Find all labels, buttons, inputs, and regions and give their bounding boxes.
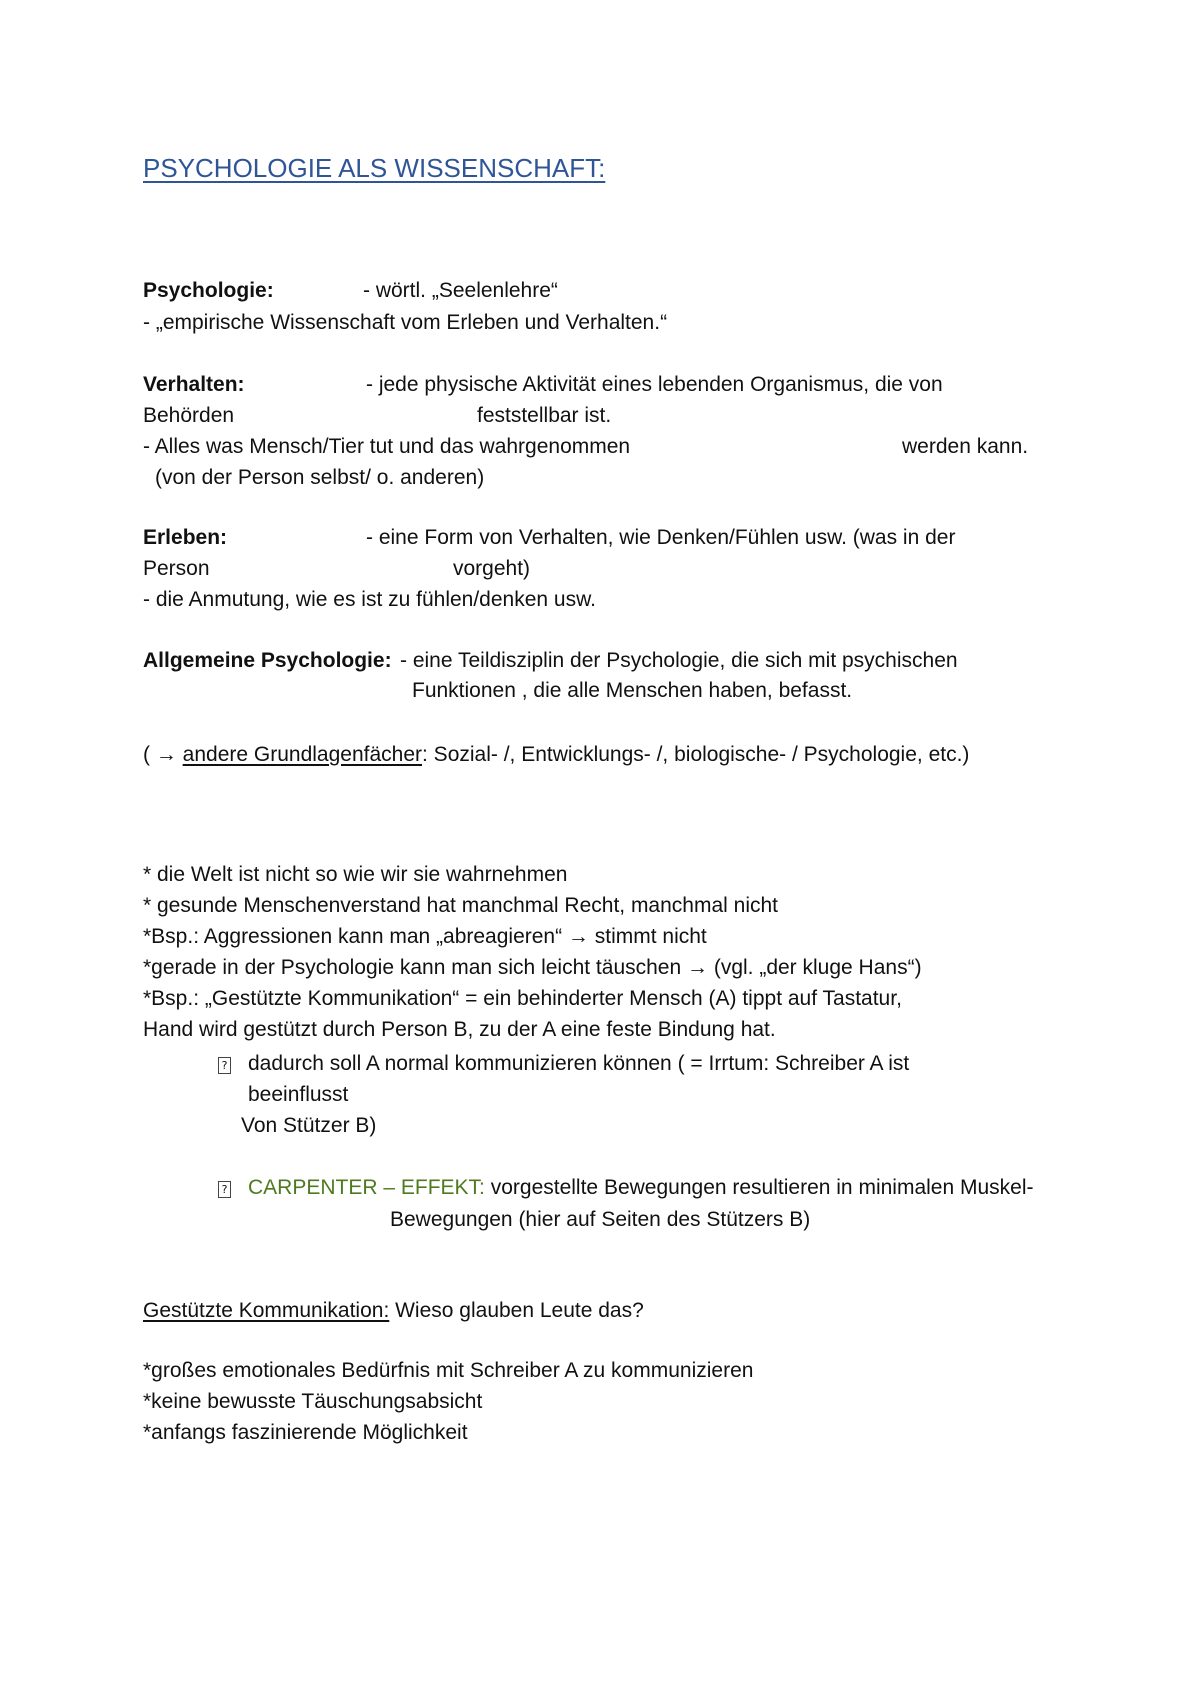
verhalten-def1a: - jede physische Aktivität eines lebenden Organismus, die von [366, 373, 943, 396]
verhalten-def2-right: werden kann. [902, 435, 1029, 458]
gestuetzt-question: Wieso glauben Leute das? [389, 1299, 644, 1322]
term-allgemeine-psychologie: Allgemeine Psychologie: [143, 649, 392, 672]
grundlagen-open: ( → [143, 743, 183, 766]
psychologie-def2: - „empirische Wissenschaft vom Erleben und Verhalten.“ [143, 311, 668, 334]
reason-item: *großes emotionales Bedürfnis mit Schreiber A zu kommunizieren [143, 1359, 754, 1382]
verhalten-def1b-left: Behörden [143, 404, 235, 427]
page-title: PSYCHOLOGIE ALS WISSENSCHAFT: [143, 153, 606, 183]
psychologie-line [143, 278, 274, 304]
grundlagen-label: andere Grundlagenfächer [182, 743, 423, 766]
verhalten-def3: (von der Person selbst/ o. anderen) [155, 466, 485, 489]
bullet-item: *Bsp.: Aggressionen kann man „abreagieren“ → stimmt nicht [143, 925, 707, 948]
erleben-def1b-left: Person [143, 557, 210, 580]
missing-glyph-icon [218, 1181, 231, 1198]
carpenter-label: CARPENTER – EFFEKT: [248, 1176, 485, 1199]
sub2-line2: Bewegungen (hier auf Seiten des Stützers B) [390, 1208, 811, 1231]
erleben-def2: - die Anmutung, wie es ist zu fühlen/denken usw. [143, 588, 596, 611]
erleben-def1a: - eine Form von Verhalten, wie Denken/Fühlen usw. (was in der [366, 526, 956, 549]
sub1-line2: beeinflusst [248, 1083, 349, 1106]
allgemeine-def2: Funktionen , die alle Menschen haben, befasst. [412, 679, 853, 702]
bullet-item: *gerade in der Psychologie kann man sich leicht täuschen → (vgl. „der kluge Hans“) [143, 956, 922, 979]
sub-bullet-2 [218, 1175, 231, 1201]
bullet-item: * die Welt ist nicht so wie wir sie wahrnehmen [143, 863, 568, 886]
bullet-item: * gesunde Menschenverstand hat manchmal Recht, manchmal nicht [143, 894, 779, 917]
carpenter-text: vorgestellte Bewegungen resultieren in minimalen Muskel- [484, 1176, 1034, 1199]
reason-item: *keine bewusste Täuschungsabsicht [143, 1390, 483, 1413]
gestuetzt-label: Gestützte Kommunikation: [143, 1299, 390, 1322]
sub1-line3: Von Stützer B) [241, 1114, 377, 1137]
allgemeine-line [143, 648, 392, 674]
term-verhalten: Verhalten: [143, 373, 245, 396]
bullet-item: *Bsp.: „Gestützte Kommunikation“ = ein behinderter Mensch (A) tippt auf Tastatur, [143, 987, 902, 1010]
term-erleben: Erleben: [143, 526, 228, 549]
reason-item: *anfangs faszinierende Möglichkeit [143, 1421, 468, 1444]
bullet-item: Hand wird gestützt durch Person B, zu der A eine feste Bindung hat. [143, 1018, 776, 1041]
sub-bullet-1 [218, 1051, 231, 1077]
sub1-line1: dadurch soll A normal kommunizieren können ( = Irrtum: Schreiber A ist [248, 1052, 910, 1075]
erleben-line [143, 525, 227, 551]
psychologie-def1: - wörtl. „Seelenlehre“ [363, 279, 558, 302]
grundlagen-line [143, 742, 969, 768]
missing-glyph-icon [218, 1057, 231, 1074]
allgemeine-def1: - eine Teildisziplin der Psychologie, die sich mit psychischen [400, 649, 958, 672]
grundlagen-rest: : Sozial- /, Entwicklungs- /, biologische- / Psychologie, etc.) [422, 743, 970, 766]
verhalten-line [143, 372, 245, 398]
sub2-line1 [248, 1175, 1034, 1201]
term-psychologie: Psychologie: [143, 279, 274, 302]
verhalten-def2-left: - Alles was Mensch/Tier tut und das wahrgenommen [143, 435, 631, 458]
gestuetzt-line [143, 1298, 644, 1324]
erleben-def1b-right: vorgeht) [453, 557, 531, 580]
verhalten-def1b-right: feststellbar ist. [477, 404, 612, 427]
